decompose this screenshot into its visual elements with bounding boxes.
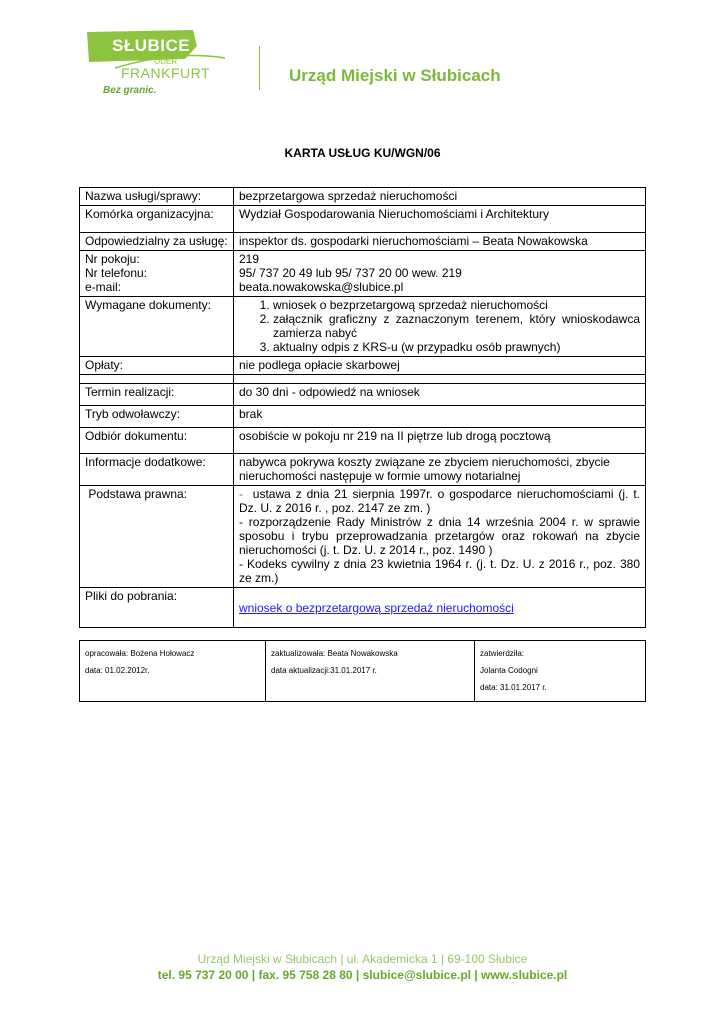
value-termin-text: do 30 dni - odpowiedź na wniosek — [239, 385, 420, 399]
prepared-date: data: 01.02.2012r. — [85, 666, 150, 675]
service-card-table — [79, 187, 646, 628]
value-odpowiedzialny: inspektor ds. gospodarki nieruchomościami – Beata Nowakowska — [234, 233, 646, 251]
value-komorka-text: Wydział Gospodarowania Nieruchomościami i Architektury — [239, 207, 550, 221]
signature-approved — [475, 641, 646, 702]
value-informacje: nabywca pokrywa koszty związane ze zbyciem nieruchomości, zbycie nieruchomości następuje w formie umowy notarialnej — [234, 454, 646, 486]
value-tryb-text: brak — [239, 407, 263, 421]
value-podstawa — [234, 486, 646, 588]
label-pokoj: Nr pokoju: — [85, 252, 140, 266]
city-logo — [85, 26, 235, 101]
label-dokumenty: Wymagane dokumenty: — [80, 297, 234, 357]
logo-slubice-text: SŁUBICE — [112, 36, 191, 55]
row-podstawa — [80, 486, 646, 588]
label-oplaty: Opłaty: — [80, 357, 234, 375]
approved-date: data: 31.01.2017 r. — [480, 683, 547, 692]
footer-address: Urząd Miejski w Słubicach | ul. Akademicka 1 | 69-100 Słubice — [197, 952, 528, 966]
row-informacje — [80, 454, 646, 486]
podstawa-line-3: - Kodeks cywilny z dnia 23 kwietnia 1964 r. (j. t. Dz. U. z 2016 r., poz. 380 ze zm.) — [239, 557, 640, 585]
label-podstawa: Podstawa prawna: — [80, 486, 234, 588]
row-odpowiedzialny — [80, 233, 646, 251]
value-odbior-text: osobiście w pokoju nr 219 na II piętrze lub drogą pocztową — [239, 429, 551, 443]
podstawa-line-2: - rozporządzenie Rady Ministrów z dnia 14 września 2004 r. w sprawie sposobu i trybu przeprowadzania przetargów oraz rokowań na zbycie nieruchomości (j. t. Dz. U. z 2014 r., poz. 1490 ) — [239, 515, 640, 557]
approved-by: Jolanta Codogni — [480, 666, 538, 675]
label-odbior: Odbiór dokumentu: — [80, 428, 234, 454]
row-dokumenty — [80, 297, 646, 357]
row-oplaty — [80, 357, 646, 375]
signature-table — [79, 640, 646, 702]
label-komorka: Komórka organizacyjna: — [80, 206, 234, 233]
row-komorka — [80, 206, 646, 233]
spacer-row — [80, 375, 646, 384]
podstawa-line-1 — [239, 487, 644, 515]
updated-date: data aktualizacji:31.01.2017 r. — [271, 666, 377, 675]
value-termin — [234, 384, 646, 406]
label-nazwa: Nazwa usługi/sprawy: — [80, 188, 234, 206]
approved-label: zatwierdziła: — [480, 649, 525, 658]
download-form-link[interactable]: wniosek o bezprzetargową sprzedaż nieruchomości — [239, 601, 514, 615]
label-tryb: Tryb odwoławczy: — [80, 406, 234, 428]
office-name: Urząd Miejski w Słubicach — [289, 66, 501, 85]
value-oplaty: nie podlega opłacie skarbowej — [234, 357, 646, 375]
signature-prepared — [80, 641, 266, 702]
value-telefon: 95/ 737 20 49 lub 95/ 737 20 00 wew. 219 — [239, 266, 462, 280]
label-telefon: Nr telefonu: — [85, 266, 148, 280]
signature-updated — [266, 641, 475, 702]
documents-list — [239, 298, 640, 354]
document-title: KARTA USŁUG KU/WGN/06 — [284, 146, 441, 160]
value-nazwa: bezprzetargowa sprzedaż nieruchomości — [234, 188, 646, 206]
value-email: beata.nowakowska@slubice.pl — [239, 280, 404, 294]
value-komorka — [234, 206, 646, 233]
row-nazwa — [80, 188, 646, 206]
bullet-dash: - — [239, 487, 243, 501]
value-tryb — [234, 406, 646, 428]
row-termin — [80, 384, 646, 406]
value-pliki — [234, 588, 646, 628]
podstawa-line-1-text: ustawa z dnia 21 sierpnia 1997r. o gospodarce nieruchomościami (j. t. Dz. U. z 2016 r. , poz. 2147 ze zm. ) — [239, 487, 644, 515]
footer-contact: tel. 95 737 20 00 | fax. 95 758 28 80 | slubice@slubice.pl | www.slubice.pl — [157, 968, 568, 982]
logo-slogan: Bez granic. — [103, 85, 157, 96]
value-pokoj: 219 — [239, 252, 260, 266]
value-dokumenty — [234, 297, 646, 357]
label-informacje: Informacje dodatkowe: — [80, 454, 234, 486]
label-email: e-mail: — [85, 280, 122, 294]
logo-oder-text: ODER — [154, 57, 178, 66]
document-item: 1. wniosek o bezprzetargową sprzedaż nieruchomości — [273, 298, 640, 312]
document-item: 3. aktualny odpis z KRS-u (w przypadku osób prawnych) — [273, 340, 640, 354]
label-termin: Termin realizacji: — [80, 384, 234, 406]
row-odbior — [80, 428, 646, 454]
row-kontakt — [80, 251, 646, 297]
header-divider — [259, 46, 260, 90]
row-tryb — [80, 406, 646, 428]
signature-row — [80, 641, 646, 702]
label-kontakt — [80, 251, 234, 297]
document-item: 2. załącznik graficzny z zaznaczonym terenem, który wnioskodawca zamierza nabyć — [273, 312, 640, 340]
label-odpowiedzialny: Odpowiedzialny za usługę: — [80, 233, 234, 251]
value-odbior — [234, 428, 646, 454]
value-kontakt — [234, 251, 646, 297]
updated-by: zaktualizowała: Beata Nowakowska — [271, 649, 398, 658]
logo-frankfurt-text: FRANKFURT — [121, 65, 211, 81]
row-pliki — [80, 588, 646, 628]
label-pliki: Pliki do pobrania: — [80, 588, 234, 628]
prepared-by: opracowała: Bożena Hołowacz — [85, 649, 195, 658]
